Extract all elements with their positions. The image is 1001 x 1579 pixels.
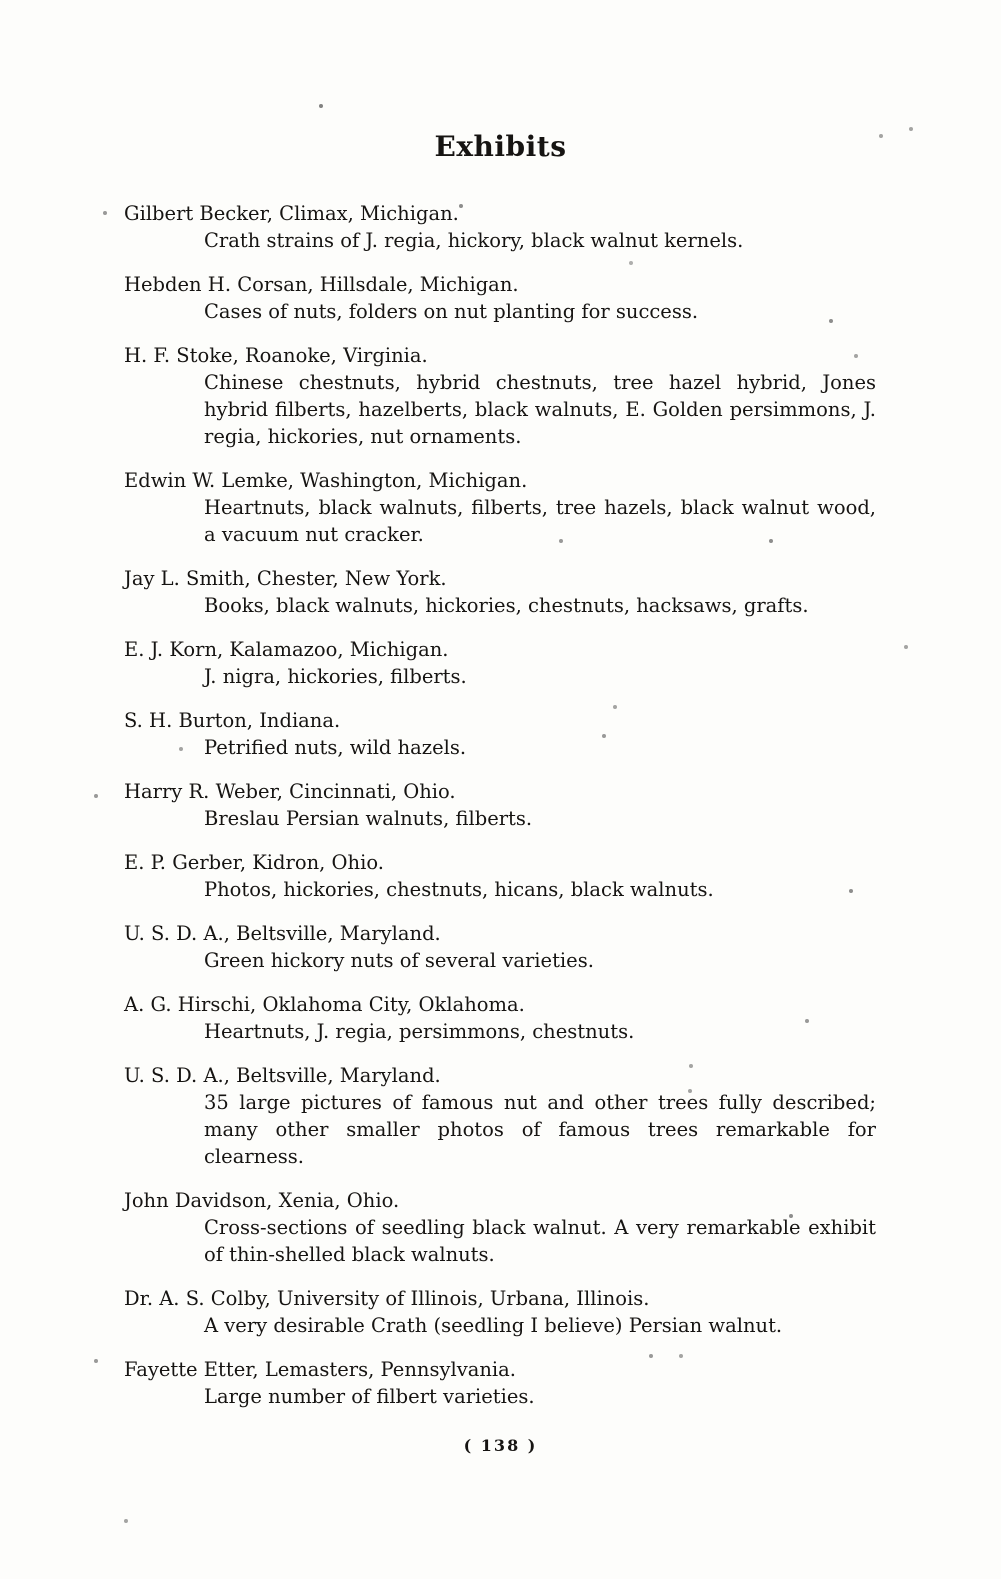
- exhibitor-name: H. F. Stoke, Roanoke, Virginia.: [124, 344, 428, 367]
- exhibit-entry: [124, 636, 876, 690]
- exhibit-items: Breslau Persian walnuts, filberts.: [204, 807, 533, 830]
- exhibitor-name: Harry R. Weber, Cincinnati, Ohio.: [124, 780, 456, 803]
- exhibit-entry: [124, 200, 876, 254]
- exhibitor-name: A. G. Hirschi, Oklahoma City, Oklahoma.: [124, 993, 525, 1016]
- exhibitor-name: E. J. Korn, Kalamazoo, Michigan.: [124, 638, 449, 661]
- exhibit-items: Heartnuts, black walnuts, filberts, tree hazels, black walnut wood, a vacuum nut cracker.: [204, 496, 876, 546]
- exhibitor-name: S. H. Burton, Indiana.: [124, 709, 341, 732]
- exhibit-entry: [124, 1062, 876, 1170]
- exhibitor-name: Edwin W. Lemke, Washington, Michigan.: [124, 469, 528, 492]
- exhibit-items: Books, black walnuts, hickories, chestnuts, hacksaws, grafts.: [204, 594, 809, 617]
- exhibit-items: Crath strains of J. regia, hickory, black walnut kernels.: [204, 229, 744, 252]
- exhibit-items: Chinese chestnuts, hybrid chestnuts, tree hazel hybrid, Jones hybrid filberts, hazelberts, black walnuts, E. Golden persimmons, J. regia, hickories, nut ornaments.: [204, 371, 876, 448]
- exhibitor-name: Gilbert Becker, Climax, Michigan.: [124, 202, 459, 225]
- exhibit-entry: [124, 565, 876, 619]
- page-title: Exhibits: [434, 130, 567, 163]
- exhibit-entry: [124, 849, 876, 903]
- exhibit-entry: [124, 920, 876, 974]
- exhibitor-name: Dr. A. S. Colby, University of Illinois, Urbana, Illinois.: [124, 1287, 650, 1310]
- exhibitor-name: U. S. D. A., Beltsville, Maryland.: [124, 1064, 441, 1087]
- exhibitor-name: Hebden H. Corsan, Hillsdale, Michigan.: [124, 273, 519, 296]
- exhibitor-name: E. P. Gerber, Kidron, Ohio.: [124, 851, 384, 874]
- exhibit-items: Petrified nuts, wild hazels.: [204, 736, 467, 759]
- exhibit-items: Cases of nuts, folders on nut planting for success.: [204, 300, 699, 323]
- exhibit-items: Cross-sections of seedling black walnut. A very remarkable exhibit of thin-shelled black walnuts.: [204, 1216, 876, 1266]
- exhibit-items: Green hickory nuts of several varieties.: [204, 949, 594, 972]
- exhibitor-name: U. S. D. A., Beltsville, Maryland.: [124, 922, 441, 945]
- exhibit-items: A very desirable Crath (seedling I believe) Persian walnut.: [204, 1314, 783, 1337]
- exhibitor-name: Jay L. Smith, Chester, New York.: [124, 567, 447, 590]
- exhibit-entry: [124, 778, 876, 832]
- exhibit-items: J. nigra, hickories, filberts.: [204, 665, 467, 688]
- exhibit-items: 35 large pictures of famous nut and other trees fully described; many other smaller photos of famous trees remarkable for clearness.: [204, 1091, 876, 1168]
- exhibit-entry: [124, 342, 876, 450]
- page-number: ( 138 ): [463, 1436, 538, 1455]
- exhibit-entry: [124, 991, 876, 1045]
- exhibit-items: Heartnuts, J. regia, persimmons, chestnuts.: [204, 1020, 635, 1043]
- exhibitor-name: Fayette Etter, Lemasters, Pennsylvania.: [124, 1358, 516, 1381]
- exhibit-entry: [124, 271, 876, 325]
- exhibit-entry: [124, 707, 876, 761]
- exhibit-entry: [124, 467, 876, 548]
- exhibit-entry: [124, 1187, 876, 1268]
- exhibit-items: Photos, hickories, chestnuts, hicans, black walnuts.: [204, 878, 714, 901]
- exhibit-list: [124, 200, 876, 1410]
- exhibit-entry: [124, 1285, 876, 1339]
- exhibit-entry: [124, 1356, 876, 1410]
- exhibit-items: Large number of filbert varieties.: [204, 1385, 535, 1408]
- exhibitor-name: John Davidson, Xenia, Ohio.: [124, 1189, 400, 1212]
